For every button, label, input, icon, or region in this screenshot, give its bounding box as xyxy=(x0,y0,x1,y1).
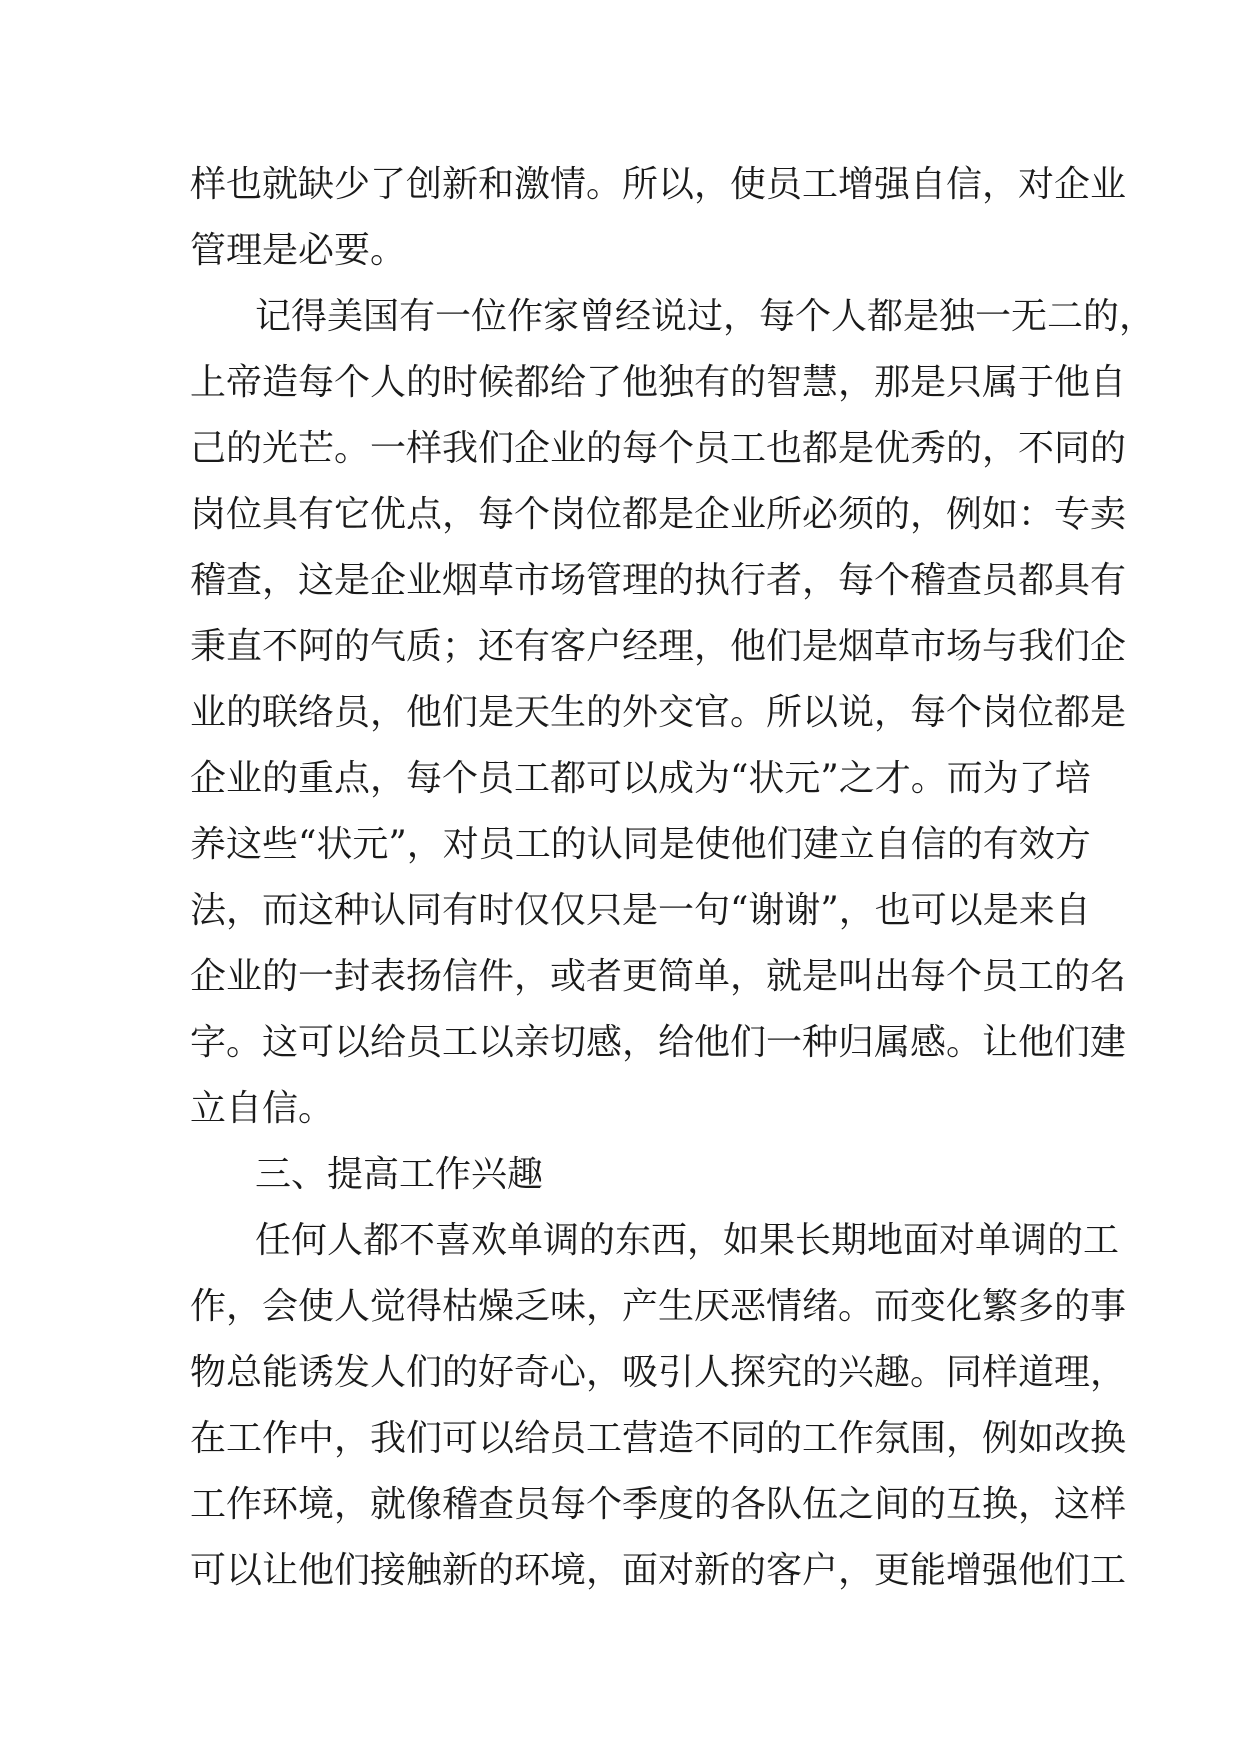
text-line: 稽查，这是企业烟草市场管理的执行者，每个稽查员都具有 xyxy=(190,560,1127,601)
section-heading: 三、提高工作兴趣 xyxy=(255,1154,544,1195)
text-line: 业的联络员，他们是天生的外交官。所以说，每个岗位都是 xyxy=(190,692,1127,733)
text-line: 作，会使人觉得枯燥乏味，产生厌恶情绪。而变化繁多的事 xyxy=(190,1286,1127,1327)
text-line: 企业的重点，每个员工都可以成为“状元”之才。而为了培 xyxy=(190,758,1091,799)
paragraph-start-line: 任何人都不喜欢单调的东西，如果长期地面对单调的工 xyxy=(255,1220,1120,1261)
text-line: 秉直不阿的气质；还有客户经理，他们是烟草市场与我们企 xyxy=(190,626,1127,667)
text-line: 物总能诱发人们的好奇心，吸引人探究的兴趣。同样道理， xyxy=(190,1352,1127,1393)
text-line: 在工作中，我们可以给员工营造不同的工作氛围，例如改换 xyxy=(190,1418,1127,1459)
text-line: 工作环境，就像稽查员每个季度的各队伍之间的互换，这样 xyxy=(190,1484,1127,1525)
text-line: 法，而这种认同有时仅仅只是一句“谢谢”，也可以是来自 xyxy=(190,890,1091,931)
text-line: 可以让他们接触新的环境，面对新的客户，更能增强他们工 xyxy=(190,1550,1127,1591)
text-line: 样也就缺少了创新和激情。所以，使员工增强自信，对企业 xyxy=(190,164,1127,205)
document-body xyxy=(190,152,1156,1604)
text-line: 上帝造每个人的时候都给了他独有的智慧，那是只属于他自 xyxy=(190,362,1127,403)
text-line: 己的光芒。一样我们企业的每个员工也都是优秀的，不同的 xyxy=(190,428,1127,469)
text-line: 企业的一封表扬信件，或者更简单，就是叫出每个员工的名 xyxy=(190,956,1127,997)
text-line: 养这些“状元”，对员工的认同是使他们建立自信的有效方 xyxy=(190,824,1091,865)
text-line: 岗位具有它优点，每个岗位都是企业所必须的，例如：专卖 xyxy=(190,494,1127,535)
text-line: 字。这可以给员工以亲切感，给他们一种归属感。让他们建 xyxy=(190,1022,1127,1063)
text-line: 立自信。 xyxy=(190,1088,335,1129)
paragraph-start-line: 记得美国有一位作家曾经说过，每个人都是独一无二的， xyxy=(255,296,1156,337)
text-line: 管理是必要。 xyxy=(190,230,407,271)
